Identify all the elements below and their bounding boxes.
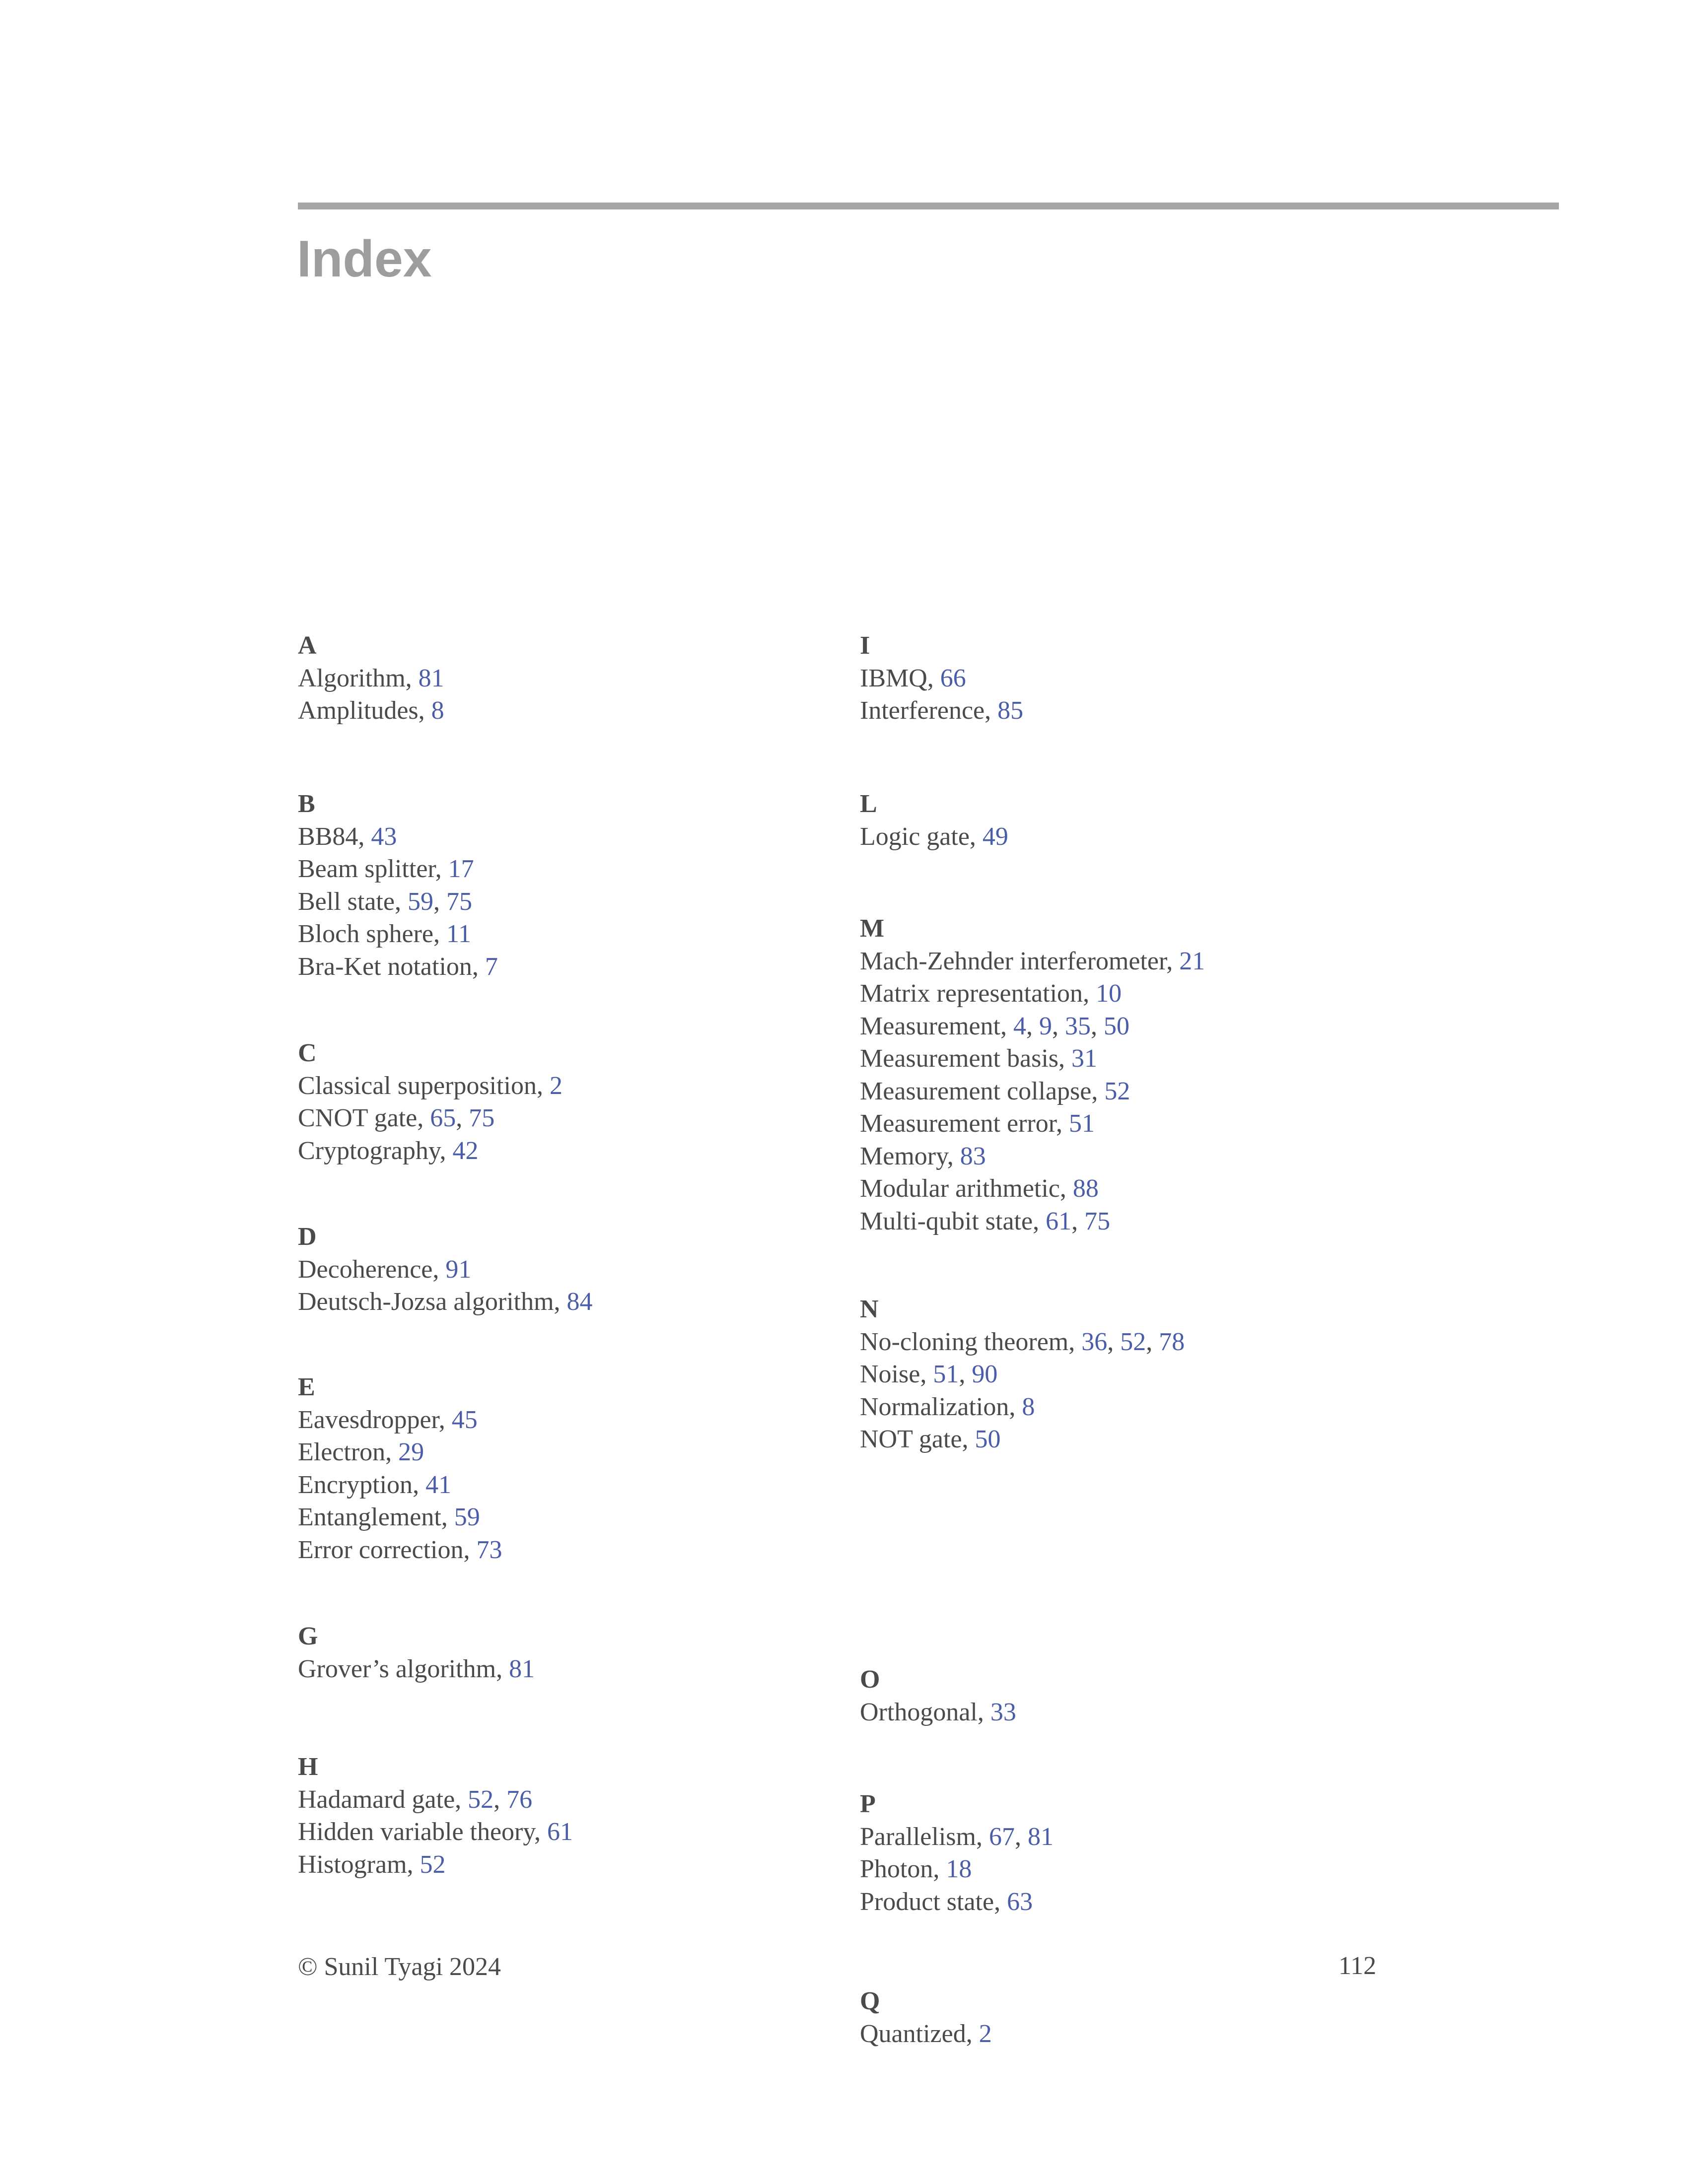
page-link[interactable]: 52 [1120,1327,1146,1356]
index-entry: Beam splitter, 17 [298,855,474,883]
index-entry: Measurement basis, 31 [860,1044,1098,1073]
page-link[interactable]: 2 [549,1071,563,1100]
index-term: Logic gate [860,822,970,851]
index-section-g [298,1620,535,1685]
index-section-n [860,1293,1185,1456]
page-link[interactable]: 50 [1104,1012,1130,1040]
index-term: Cryptography [298,1136,440,1165]
index-section-h [298,1751,573,1881]
index-term: Error correction [298,1535,464,1564]
page-link[interactable]: 42 [452,1136,479,1165]
page-link[interactable]: 63 [1007,1887,1033,1916]
page-link[interactable]: 88 [1072,1174,1099,1203]
index-entry: No-cloning theorem, 36, 52, 78 [860,1327,1185,1356]
index-entry: Bell state, 59, 75 [298,887,472,916]
index-entry: Matrix representation, 10 [860,979,1122,1008]
section-letter: A [298,631,317,660]
page-link[interactable]: 51 [1068,1109,1095,1138]
index-entry: IBMQ, 66 [860,664,966,692]
index-term: Encryption [298,1470,413,1499]
page-link[interactable]: 11 [446,920,472,948]
index-entry: Decoherence, 91 [298,1255,472,1284]
index-term: Photon [860,1855,933,1883]
index-entry: Bra-Ket notation, 7 [298,952,498,981]
page-link[interactable]: 7 [485,952,498,981]
index-entry: BB84, 43 [298,822,397,851]
index-entry: Encryption, 41 [298,1470,452,1499]
index-entry: Classical superposition, 2 [298,1071,563,1100]
index-term: Memory [860,1142,947,1170]
index-entry: Orthogonal, 33 [860,1698,1016,1726]
page-link[interactable]: 59 [407,887,433,916]
page-link[interactable]: 49 [982,822,1008,851]
index-section-i [860,629,1023,727]
page-link[interactable]: 52 [468,1785,494,1814]
index-entry: Modular arithmetic, 88 [860,1174,1099,1203]
page-link[interactable]: 66 [940,664,966,692]
index-entry: Quantized, 2 [860,2019,992,2048]
index-term: Beam splitter [298,855,435,883]
page-link[interactable]: 8 [1022,1392,1035,1421]
index-entry: Noise, 51, 90 [860,1360,998,1388]
index-term: Amplitudes [298,696,419,725]
index-section-p [860,1788,1054,1918]
page-link[interactable]: 59 [454,1503,480,1531]
index-term: CNOT gate [298,1104,418,1132]
page-link[interactable]: 33 [990,1698,1016,1726]
index-entry: Hidden variable theory, 61 [298,1818,573,1846]
index-entry: NOT gate, 50 [860,1425,1001,1453]
index-entry: Measurement error, 51 [860,1109,1095,1138]
index-entry: Eavesdropper, 45 [298,1405,478,1434]
index-term: Algorithm [298,664,406,692]
page-link[interactable]: 75 [469,1104,495,1132]
section-letter: D [298,1223,317,1251]
page-link[interactable]: 67 [988,1822,1015,1851]
index-section-e [298,1371,502,1566]
page-link[interactable]: 85 [997,696,1024,725]
page-link[interactable]: 73 [476,1535,502,1564]
header-rule [298,203,1559,209]
index-term: Parallelism [860,1822,976,1851]
index-entry: Normalization, 8 [860,1392,1035,1421]
section-letter: B [298,790,315,818]
index-entry: Parallelism, 67, 81 [860,1822,1054,1851]
index-term: Hadamard gate [298,1785,455,1814]
index-entry: Grover’s algorithm, 81 [298,1654,535,1683]
page-link[interactable]: 75 [1084,1207,1111,1235]
page-link[interactable]: 84 [566,1288,593,1316]
copyright-notice: © Sunil Tyagi 2024 [298,1953,501,1981]
page-link[interactable]: 61 [547,1818,573,1846]
index-term: Deutsch-Jozsa algorithm [298,1288,554,1316]
page-link[interactable]: 90 [972,1360,998,1388]
section-letter: N [860,1295,879,1323]
section-letter: L [860,790,877,818]
index-term: Multi-qubit state [860,1207,1033,1235]
index-term: Grover’s algorithm [298,1654,496,1683]
index-term: Histogram [298,1850,407,1879]
index-entry: Bloch sphere, 11 [298,920,472,948]
index-term: Bell state [298,887,395,916]
index-term: Classical superposition [298,1071,537,1100]
index-term: Quantized [860,2019,966,2048]
index-section-b [298,788,498,983]
page-link[interactable]: 17 [448,855,474,883]
page-link[interactable]: 81 [509,1654,535,1683]
page-link[interactable]: 36 [1081,1327,1108,1356]
index-term: Noise [860,1360,920,1388]
page-link[interactable]: 52 [420,1850,446,1879]
page-link[interactable]: 91 [445,1255,472,1284]
index-section-d [298,1221,593,1318]
index-term: Decoherence [298,1255,433,1284]
index-entry: Logic gate, 49 [860,822,1008,851]
section-letter: P [860,1790,876,1818]
page-link[interactable]: 18 [946,1855,972,1883]
page-link[interactable]: 41 [425,1470,452,1499]
section-letter: Q [860,1987,880,2015]
index-term: Hidden variable theory [298,1818,534,1846]
index-entry: Photon, 18 [860,1855,972,1883]
index-term: Eavesdropper [298,1405,439,1434]
section-letter: M [860,914,885,943]
page-link[interactable]: 2 [979,2019,992,2048]
section-letter: I [860,631,870,660]
page-link[interactable]: 4 [1013,1012,1027,1040]
index-entry: Measurement, 4, 9, 35, 50 [860,1012,1130,1040]
page-link[interactable]: 10 [1096,979,1122,1008]
page-link[interactable]: 75 [446,887,472,916]
page-link[interactable]: 35 [1065,1012,1091,1040]
index-term: Entanglement [298,1503,441,1531]
section-letter: G [298,1622,318,1650]
page-link[interactable]: 8 [431,696,444,725]
index-term: Electron [298,1438,386,1466]
index-entry: Mach-Zehnder interferometer, 21 [860,947,1205,975]
page-title: Index [297,230,432,288]
index-entry: Hadamard gate, 52, 76 [298,1785,533,1814]
index-term: Normalization [860,1392,1009,1421]
index-entry: Multi-qubit state, 61, 75 [860,1207,1111,1235]
index-entry: Cryptography, 42 [298,1136,479,1165]
page-number: 112 [1338,1952,1377,1980]
page-link[interactable]: 81 [1027,1822,1054,1851]
index-entry: Error correction, 73 [298,1535,502,1564]
page-link[interactable]: 83 [960,1142,986,1170]
section-letter: H [298,1753,318,1781]
index-term: Mach-Zehnder interferometer [860,947,1167,975]
index-term: NOT gate [860,1425,962,1453]
index-term: Product state [860,1887,994,1916]
page-link[interactable]: 51 [933,1360,959,1388]
index-section-l [860,788,1008,853]
index-term: Interference [860,696,985,725]
index-term: Orthogonal [860,1698,978,1726]
index-term: Measurement basis [860,1044,1059,1073]
page-link[interactable]: 31 [1071,1044,1098,1073]
index-entry: Amplitudes, 8 [298,696,444,725]
index-term: Bra-Ket notation [298,952,472,981]
page-link[interactable]: 61 [1046,1207,1072,1235]
section-letter: O [860,1665,880,1694]
page-link[interactable]: 76 [506,1785,533,1814]
index-entry: Electron, 29 [298,1438,424,1466]
index-entry: Deutsch-Jozsa algorithm, 84 [298,1288,593,1316]
page-link[interactable]: 78 [1159,1327,1185,1356]
page-link[interactable]: 43 [371,822,397,851]
index-entry: CNOT gate, 65, 75 [298,1104,495,1132]
index-section-o [860,1663,1016,1728]
index-term: Measurement collapse [860,1077,1092,1105]
index-term: No-cloning theorem [860,1327,1069,1356]
index-section-c [298,1037,563,1167]
page-link[interactable]: 9 [1039,1012,1053,1040]
index-entry: Interference, 85 [860,696,1024,725]
index-section-q [860,1985,992,2050]
index-entry: Histogram, 52 [298,1850,446,1879]
section-letter: E [298,1373,315,1401]
index-term: Measurement [860,1012,1001,1040]
index-entry: Entanglement, 59 [298,1503,480,1531]
page-link[interactable]: 81 [418,664,444,692]
page-link[interactable]: 65 [430,1104,456,1132]
index-entry: Memory, 83 [860,1142,986,1170]
index-entry: Product state, 63 [860,1887,1033,1916]
index-term: Matrix representation [860,979,1083,1008]
page-link[interactable]: 50 [975,1425,1001,1453]
index-term: IBMQ [860,664,927,692]
index-section-m [860,912,1205,1237]
index-term: Measurement error [860,1109,1056,1138]
index-term: Modular arithmetic [860,1174,1060,1203]
index-entry: Measurement collapse, 52 [860,1077,1130,1105]
index-term: BB84 [298,822,358,851]
page-link[interactable]: 52 [1104,1077,1130,1105]
index-entry: Algorithm, 81 [298,664,444,692]
section-letter: C [298,1039,317,1067]
page-link[interactable]: 21 [1179,947,1205,975]
index-term: Bloch sphere [298,920,433,948]
page-link[interactable]: 29 [398,1438,424,1466]
index-section-a [298,629,444,727]
page-link[interactable]: 45 [451,1405,478,1434]
